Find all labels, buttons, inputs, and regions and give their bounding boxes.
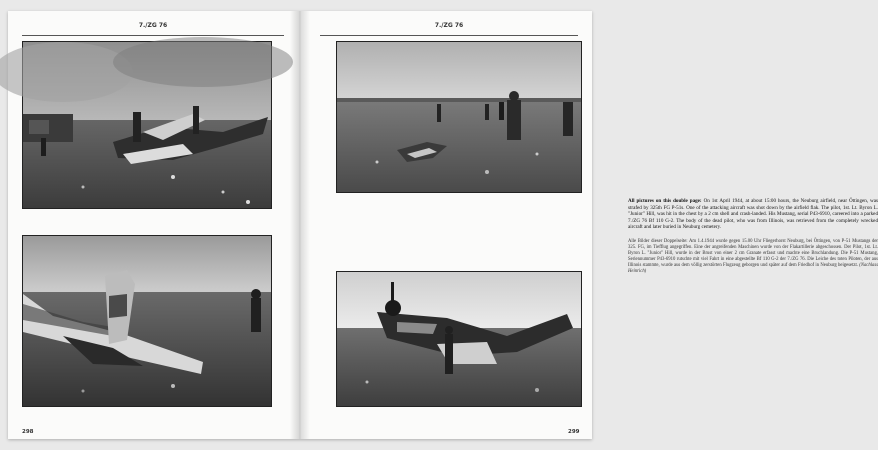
photo-left-bottom-image	[23, 236, 271, 406]
running-head-right-text: 7./ZG 76	[431, 22, 467, 29]
caption-german-body: Alle Bilder dieser Doppelseite: Am 1.4.1944 wurde gegen 15.00 Uhr Fliegerhorst Neuburg, bei Öttingen, von P-51 Mustangs der 325. FG, im Tiefflug angegriffen. Eine der angreifenden Maschinen wurde von der Flakartillerie abgeschossen. Der Pilot, 1st. Lt. Byron L. "Junior" Hill, wurde in der Brust von einer 2 cm Granate erfasst und machte eine Bruchlandung. Die P-51 Mustang, Seriennummer P43-6910 rutschte mit viel Fahrt in eine abgestellte Bf 110 G-2 der 7./ZG 76. Die Leiche des toten Piloten, der aus Illinois stammte, wurde aus dem völlig zerstörten Flugzeug geborgen und später auf dem Friedhof in Neuburg beigesetzt.	[628, 239, 878, 269]
photo-right-bottom-image	[337, 272, 581, 406]
caption-german	[628, 239, 878, 276]
photo-left-top-image	[23, 42, 271, 208]
running-head-left	[22, 22, 284, 36]
photo-right-top-image	[337, 42, 581, 192]
right-page	[300, 11, 878, 439]
photo-left-bottom	[22, 235, 272, 407]
caption-english-lead: All pictures on this double page:	[628, 198, 702, 204]
left-page	[8, 11, 300, 439]
photo-right-bottom	[336, 271, 582, 407]
caption-german-credit: (Nachlass Heinrich)	[628, 263, 878, 275]
caption-english	[628, 198, 878, 231]
photo-right-top	[336, 41, 582, 193]
running-head-right	[320, 22, 578, 36]
book-spread	[8, 11, 878, 439]
photo-left-top	[22, 41, 272, 209]
running-head-left-text: 7./ZG 76	[135, 22, 171, 29]
page-number-left: 298	[22, 429, 34, 435]
caption-english-body: On 1st April 1944, at about 15:00 hours, the Neuburg airfield, near Öttingen, was strafed by 325th FG P-51s. One of the attacking aircraft was shot down by the airfield flak. The pilot, 1st. Lt. Byron L. "Junior" Hill, was hit in the chest by a 2 cm shell and crash-landed. His Mustang, serial P43-6910, careered into a parked 7./ZG 76 Bf 110 G-2. The body of the dead pilot, who was from Illinois, was retrieved from the completely wrecked aircraft and later buried in Neuburg cemetery.	[628, 198, 878, 231]
page-number-right: 299	[568, 429, 580, 435]
